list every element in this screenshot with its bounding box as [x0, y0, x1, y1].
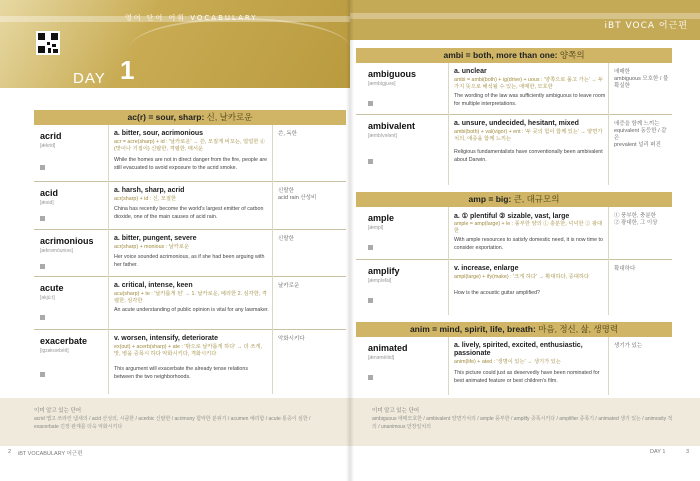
entry-row [356, 337, 672, 395]
checkbox-icon[interactable] [40, 264, 45, 269]
entry-note: 악화시키다 [278, 336, 305, 342]
entry-example: An acute understanding of public opinion is vital for any lawmaker. [114, 307, 269, 313]
entry-definition: a. bitter, sour, acrimonious [114, 130, 204, 137]
entry-row [356, 63, 672, 115]
root-en: anim = mind, spirit, life, breath: [409, 324, 536, 334]
day-number: 1 [120, 55, 135, 85]
checkbox-icon[interactable] [40, 165, 45, 170]
entry-word: acrid [40, 131, 62, 141]
entry-etymology: anim(life) + ated : '생명이 있는' → 생기가 있는 [454, 359, 561, 365]
entry-word: acid [40, 188, 59, 198]
entry-definition: a. bitter, pungent, severe [114, 235, 197, 242]
entry-example: How is the acoustic guitar amplified? [454, 290, 540, 296]
entry-word: acrimonious [40, 236, 94, 246]
entry-pron: [æmbígjuəs] [368, 81, 396, 87]
entry-pron: [ǽnəmèitid] [368, 355, 395, 361]
entry-example: China has recently become the world's largest emitter of carbon dioxide, one of the main causes of acid rain. [114, 206, 264, 220]
day-label: DAY [73, 70, 106, 87]
footer-text: ambiguous 애매모호한 / ambivalent 양면가치의 / ample 풍부한 / amplify 증폭시키다 / amplifier 증폭기 / animated 생기 있는 / animosity 적의 / unanimous 만장일치의 [372, 416, 673, 430]
entry-note: 애증을 함께 느끼는 equivalent 동등한 / 같은 prevalent 널리 퍼진 [614, 121, 667, 148]
header-swoosh-decoration [130, 18, 350, 78]
entry-definition: a. unclear [454, 68, 487, 75]
page-label: iBT VOCABULARY 어근편 [18, 451, 83, 457]
entry-pron: [ǽkrid] [40, 143, 56, 149]
entry-note: 날카로운 [278, 283, 300, 289]
right-page [350, 0, 700, 481]
entry-etymology: acu(sharp) + te : '날카롭게 된' → 1. 날카로운, 예리한 2. 심각한, 격렬한, 심각한 [114, 291, 267, 304]
footer-text: acrid 맵고 쓰라린 냄새의 / acid 산성의, 시큼한 / acerbic 신랄한 / acrimony 험악한 분위기 / acumen 예리함 / acute 통증이 심한 / exacerbate 긴장 관계를 더욱 악화시키다 [34, 416, 311, 430]
right-header [350, 0, 700, 40]
header-white-strip [0, 88, 350, 105]
checkbox-icon[interactable] [368, 298, 373, 303]
checkbox-icon[interactable] [40, 216, 45, 221]
checkbox-icon[interactable] [368, 101, 373, 106]
entry-word: exacerbate [40, 336, 88, 346]
root-ko: 신, 날카로운 [204, 112, 253, 122]
entry-etymology: ample = amp(large) + le : 풍부한 양의 ① 충분한, 넉넉한 ② 광대한 [454, 221, 603, 234]
entry-etymology: ex(out) + acerb(sharp) + ate : '밖으로 날카롭게 하다' → 더 쓰게, 맛, 병을 증폭시 하다 악화시키다, 격화시키다 [114, 344, 262, 357]
entry-etymology: acr(sharp) + id : 신, 모질한 [114, 196, 177, 202]
entry-example: This argument will exacerbate the already tense relations between the two neighborhoods. [114, 366, 248, 380]
entry-note: 생기가 있는 [614, 343, 643, 349]
root-ko: 큰, 대규모의 [511, 194, 560, 204]
root-heading [356, 192, 672, 207]
entry-note: 확대하다 [614, 266, 636, 272]
entry-row [34, 330, 346, 394]
entry-word: amplify [368, 266, 400, 276]
header-top-text: iBT VOCA 어근편 [604, 21, 688, 31]
entry-row [34, 125, 346, 182]
checkbox-icon[interactable] [368, 375, 373, 380]
entry-etymology: acr(sharp) + monious : 날카로운 [114, 244, 190, 250]
entry-definition: a. ① plentiful ② sizable, vast, large [454, 213, 570, 220]
footer-title: 이미 알고 있는 단어 [372, 408, 420, 414]
entry-row [34, 182, 346, 230]
checkbox-icon[interactable] [40, 315, 45, 320]
entry-definition: a. unsure, undecided, hesitant, mixed [454, 120, 579, 127]
entry-example: Religious fundamentalists have conventionally been ambivalent about Darwin. [454, 149, 603, 163]
entry-etymology: acr = acre(sharp) + id : '날카로운' → 쓴, 모질게 비꼬는, 얼얼한 ⓓ (맛이나 기질이) 신랄한, 격렬한, 매서운 [114, 139, 266, 152]
entry-pron: [əkjúːt] [40, 295, 55, 301]
root-en: amp = big: [468, 194, 512, 204]
qr-code-icon[interactable] [36, 31, 60, 55]
header-top-text: 영어 단어 어휘 VOCABULARY [125, 14, 258, 22]
entry-row [34, 277, 346, 330]
entry-row [356, 115, 672, 185]
entry-note: 애매한 ambiguous 모호한 / 불확실한 [614, 69, 669, 89]
entry-word: ample [368, 213, 395, 223]
root-ko: 양쪽의 [557, 50, 585, 60]
entry-etymology: ambi(both) + val(vigor) + ent : '두 곳의 힘이 함께 있는' → 양면가치의, 애증을 함께 느끼는 [454, 129, 603, 142]
entry-row [34, 230, 346, 277]
root-en: ac(r) = sour, sharp: [127, 112, 205, 122]
entry-pron: [igzǽsərbèit] [40, 348, 69, 354]
entry-note: ① 풍부한, 충분한 ② 광대한, 그 이상 [614, 213, 658, 226]
root-heading [34, 110, 346, 125]
footer-title: 이미 알고 있는 단어 [34, 408, 82, 414]
entry-etymology: ambi = ambi(both) + ig(drive) + uous : '양쪽으로 몰고 가는' → 두가지 뜻으로 해석될 수 있는, 애매한, 모호한 [454, 77, 604, 90]
entry-definition: v. increase, enlarge [454, 265, 519, 272]
entry-definition: a. harsh, sharp, acrid [114, 187, 185, 194]
entry-pron: [æ̀krəmóuniəs] [40, 248, 74, 254]
checkbox-icon[interactable] [368, 245, 373, 250]
day-header [0, 0, 350, 105]
entry-pron: [ǽmpləfài] [368, 278, 392, 284]
entry-example: This picture could just as deservedly have been nominated for best animated feature or best children's film. [454, 370, 600, 384]
root-en: ambi = both, more than one: [443, 50, 558, 60]
checkbox-icon[interactable] [40, 372, 45, 377]
root-ko: 마음, 정신, 삶, 생명력 [535, 324, 619, 334]
entry-word: acute [40, 283, 64, 293]
entry-example: The wording of the law was sufficiently ambiguous to leave room for multiple interpretations. [454, 93, 606, 107]
entry-etymology: ampl(large) + ify(make) : '크게 하다' → 확대하다, 증대하다 [454, 274, 590, 280]
entry-example: Her voice sounded acrimonious, as if she had been arguing with her father. [114, 254, 265, 268]
checkbox-icon[interactable] [368, 159, 373, 164]
entry-definition: a. lively, spirited, excited, enthusiastic, passionate [454, 342, 583, 357]
entry-row [356, 207, 672, 260]
entry-example: While the homes are not in direct danger from the fire, people are still evacuated to avoid exposure to the acrid smoke. [114, 157, 268, 171]
entry-note: 신랄한 acid rain 산성비 [278, 188, 317, 201]
entry-definition: a. critical, intense, keen [114, 282, 193, 289]
entry-pron: [æmbívələnt] [368, 133, 397, 139]
entry-row [356, 260, 672, 315]
entry-example: With ample resources to satisfy domestic need, it is now time to consider exportation. [454, 237, 603, 251]
book-gutter [346, 0, 354, 481]
page-number: 3 [686, 449, 690, 455]
page-number: 2 [8, 449, 12, 455]
entry-word: animated [368, 343, 408, 353]
root-heading [356, 322, 672, 337]
entry-word: ambivalent [368, 121, 416, 131]
entry-note: 신랄한 [278, 236, 294, 242]
root-heading [356, 48, 672, 63]
page-label: DAY 1 [650, 449, 666, 455]
entry-definition: v. worsen, intensify, deteriorate [114, 335, 218, 342]
entry-pron: [ǽsid] [40, 200, 54, 206]
entry-word: ambiguous [368, 69, 417, 79]
entry-note: 쓴, 독한 [278, 131, 297, 137]
entry-pron: [ǽmpl] [368, 225, 384, 231]
